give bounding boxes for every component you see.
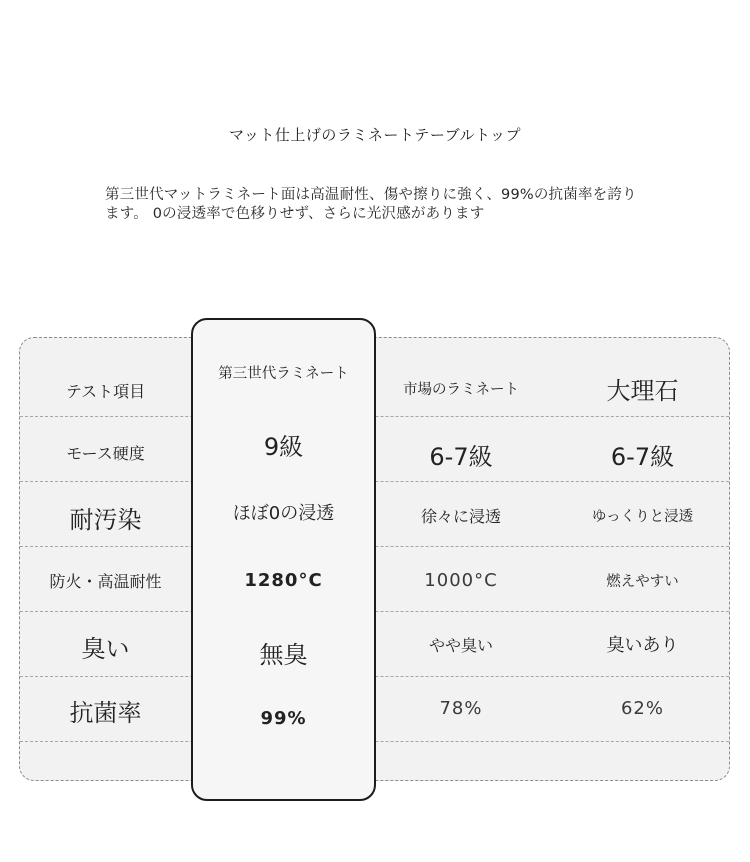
header-marble: 大理石 bbox=[606, 376, 679, 405]
label-antibacterial: 抗菌率 bbox=[69, 698, 142, 727]
marble-hardness: 6-7級 bbox=[610, 442, 675, 471]
gen3-antibacterial: 99% bbox=[260, 707, 307, 729]
market-odor: やや臭い bbox=[428, 635, 493, 655]
market-heat: 1000°C bbox=[424, 569, 498, 591]
market-stain: 徐々に浸透 bbox=[420, 506, 501, 526]
label-odor: 臭い bbox=[81, 634, 130, 663]
header-market-laminate: 市場のラミネート bbox=[403, 381, 519, 398]
marble-odor: 臭いあり bbox=[606, 635, 679, 656]
page-title: マット仕上げのラミネートテーブルトップ bbox=[228, 126, 522, 144]
gen3-odor: 無臭 bbox=[259, 640, 308, 669]
label-hardness: モース硬度 bbox=[66, 443, 145, 463]
gen3-heat: 1280°C bbox=[244, 569, 323, 591]
gen3-hardness: 9級 bbox=[263, 432, 304, 461]
marble-antibacterial: 62% bbox=[620, 697, 664, 719]
label-stain-resistance: 耐汚染 bbox=[69, 505, 142, 534]
marble-stain: ゆっくりと浸透 bbox=[591, 508, 694, 525]
header-test-item: テスト項目 bbox=[65, 381, 146, 401]
market-hardness: 6-7級 bbox=[429, 442, 493, 471]
marble-heat: 燃えやすい bbox=[606, 573, 679, 590]
label-fire-heat: 防火・高温耐性 bbox=[49, 571, 162, 591]
market-antibacterial: 78% bbox=[439, 697, 483, 719]
description-text: 第三世代マットラミネート面は高温耐性、傷や擦りに強く、99%の抗菌率を誇ります。 0の浸透率で色移りせず、さらに光沢感があります bbox=[105, 187, 637, 222]
gen3-stain: ほぼ0の浸透 bbox=[232, 503, 335, 524]
header-gen3-laminate: 第三世代ラミネート bbox=[218, 365, 349, 382]
